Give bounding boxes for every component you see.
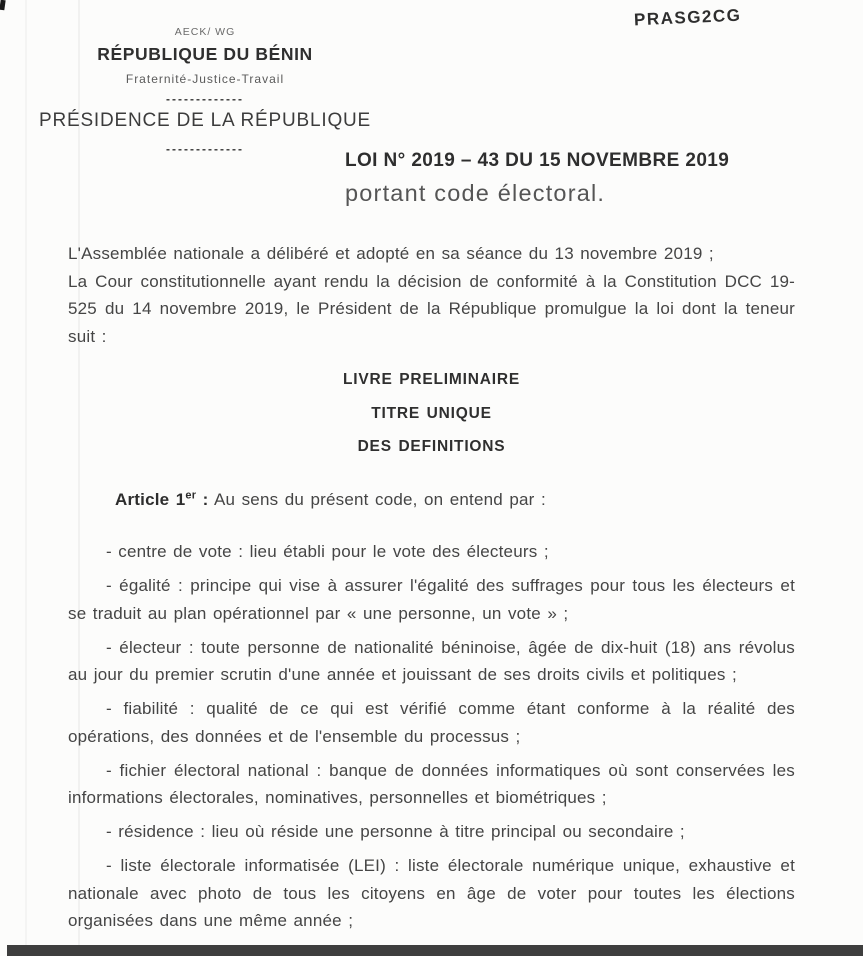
article-1-intro-text: Au sens du présent code, on entend par : <box>208 489 546 509</box>
heading-book: LIVRE PRELIMINAIRE <box>343 371 520 388</box>
registry-stamp-code: PRASG2CG <box>633 5 742 30</box>
definition-item: - fichier électoral national : banque de données informatiques où sont conservées les informations électorales, nominatives, personnelles et biométriques ; <box>68 760 795 807</box>
ordinal-superscript: er <box>185 488 197 501</box>
article-1-intro <box>68 486 795 514</box>
dashed-separator: ------------- <box>166 92 244 106</box>
preamble-paragraph: La Cour constitutionnelle ayant rendu la décision de conformité à la Constitution DCC 19-525 du 14 novembre 2019, le Président de la République promulgue la loi dont la teneur suit : <box>68 271 795 346</box>
law-title-block <box>345 150 729 207</box>
section-headings <box>68 363 795 464</box>
law-subject: portant code électoral. <box>345 180 606 206</box>
definition-item: - électeur : toute personne de nationalité béninoise, âgée de dix-huit (18) ans révolus au jour du premier scrutin d'une année et jouissant de ses droits civils et politiques ; <box>68 637 795 684</box>
heading-chapter: DES DEFINITIONS <box>357 438 506 455</box>
article-1-label: Article 1er : <box>115 488 209 509</box>
definition-item: - liste électorale informatisée (LEI) : liste électorale numérique unique, exhaustive et nationale avec photo de tous les citoyens en âge de voter pour toutes les élections organisées dans une même année ; <box>68 856 795 930</box>
definition-item: - fiabilité : qualité de ce qui est vérifié comme étant conforme à la réalité des opérations, des données et de l'ensemble du processus ; <box>68 699 795 746</box>
heading-title: TITRE UNIQUE <box>371 404 492 422</box>
law-number: LOI N° 2019 – 43 DU 15 NOVEMBRE 2019 <box>345 150 730 171</box>
preamble-paragraph: L'Assemblée nationale a délibéré et adopté en sa séance du 13 novembre 2019 ; <box>68 244 714 263</box>
scan-corner-artifact <box>0 0 6 10</box>
definition-item: - centre de vote : lieu établi pour le vote des électeurs ; <box>106 542 549 561</box>
definition-item: - égalité : principe qui vise à assurer l'égalité des suffrages pour tous les électeurs et se traduit au plan opérationnel par « une personne, un vote » ; <box>68 576 795 623</box>
scan-bottom-bar-artifact <box>7 945 863 956</box>
national-motto: Fraternité-Justice-Travail <box>125 72 285 86</box>
letterhead-annotation: AECK/ WG <box>174 26 236 38</box>
institution-name: PRÉSIDENCE DE LA RÉPUBLIQUE <box>38 110 372 131</box>
dashed-separator: ------------- <box>166 142 244 156</box>
definition-item: - résidence : lieu où réside une personne à titre principal ou secondaire ; <box>106 822 685 841</box>
document-body <box>68 240 795 941</box>
scan-fold-line <box>25 0 27 956</box>
letterhead <box>35 26 375 160</box>
country-name: RÉPUBLIQUE DU BÉNIN <box>97 44 313 64</box>
